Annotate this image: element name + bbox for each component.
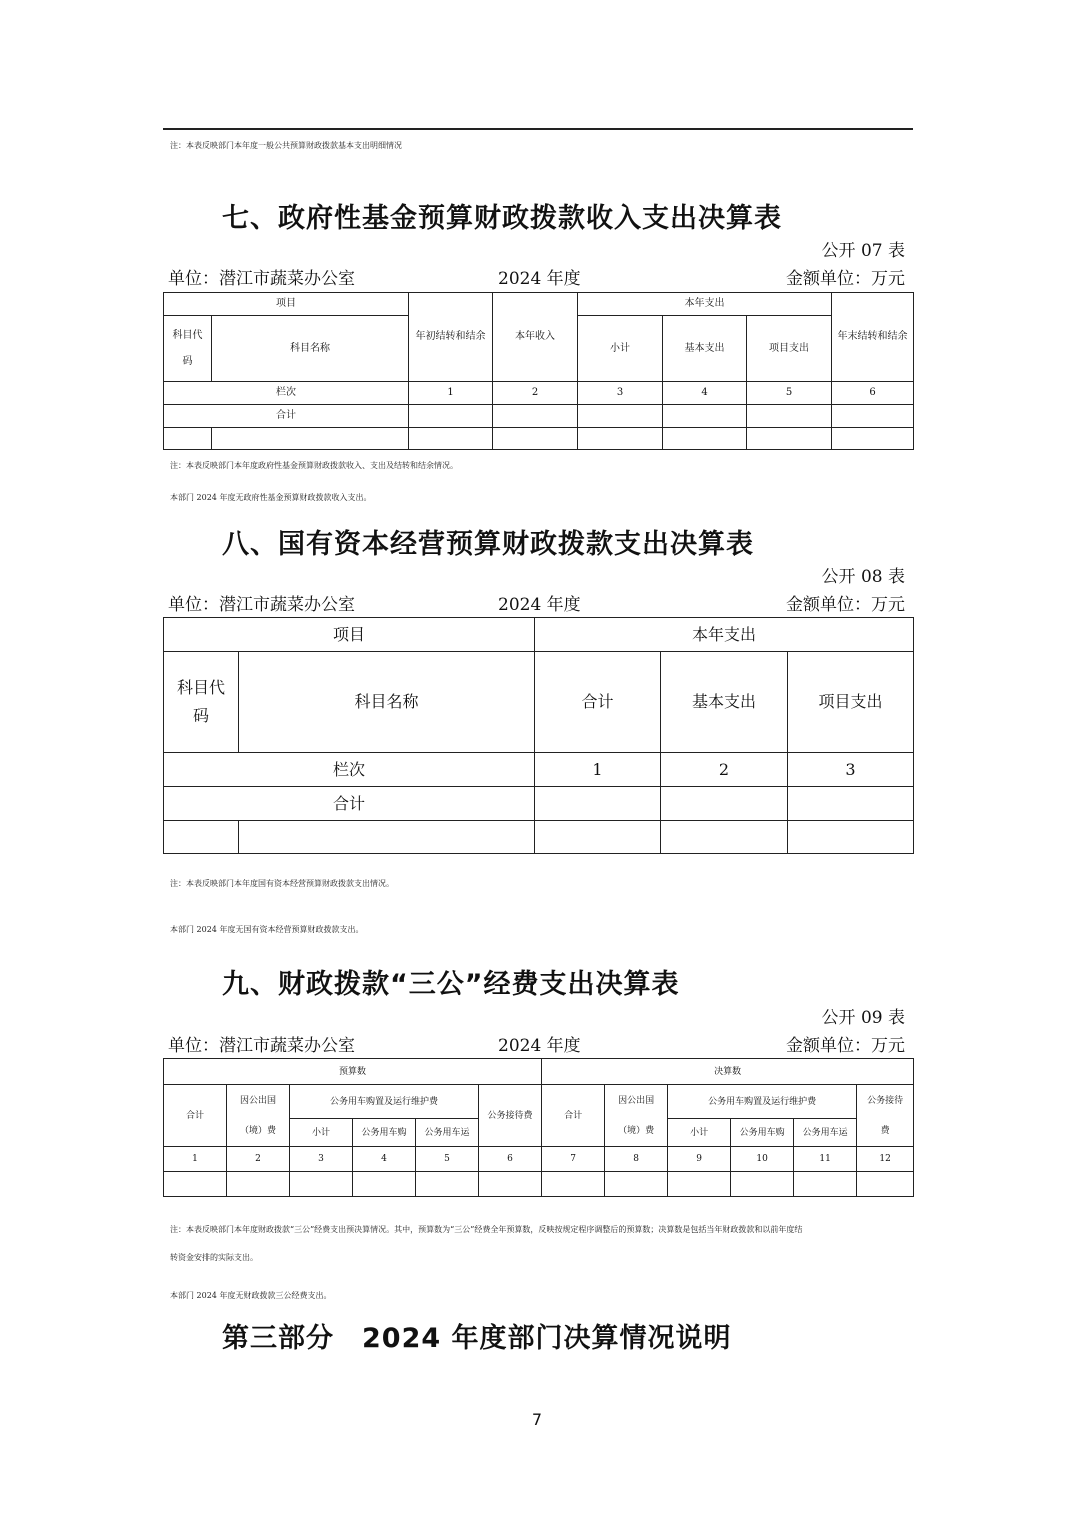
section7-pub-no: 公开 07 表 <box>821 241 905 261</box>
s7-head-item: 项目 <box>164 293 409 316</box>
s7-head-basic: 基本支出 <box>663 316 747 382</box>
table-cell <box>747 428 832 450</box>
table-cell <box>578 405 663 428</box>
s9-head-subtotal: 小计 <box>290 1119 353 1147</box>
s7-head-code: 科目代码 <box>164 316 212 382</box>
s8-head-name: 科目名称 <box>239 652 535 753</box>
s9-head-vehicle: 公务用车购置及运行维护费 <box>290 1085 479 1119</box>
table-cell <box>227 1172 290 1197</box>
s8-head-code: 科目代码 <box>164 652 239 753</box>
s9-col-num: 5 <box>416 1147 479 1172</box>
s8-head-item: 项目 <box>164 618 535 652</box>
table-cell <box>663 428 747 450</box>
table-cell <box>212 428 409 450</box>
s9-head-final: 决算数 <box>542 1059 914 1085</box>
s7-col-num: 4 <box>663 382 747 405</box>
table-cell <box>493 405 578 428</box>
section8-unit: 单位：潜江市蔬菜办公室 <box>168 595 355 615</box>
section9-note-line2: 转资金安排的实际支出。 <box>170 1253 258 1262</box>
top-rule <box>163 128 913 130</box>
s9-col-num: 1 <box>164 1147 227 1172</box>
s9-head-subtotal: 小计 <box>668 1119 731 1147</box>
table-cell <box>857 1172 914 1197</box>
table-cell <box>535 821 661 854</box>
s9-col-num: 12 <box>857 1147 914 1172</box>
section7-note: 注：本表反映部门本年度政府性基金预算财政拨款收入、支出及结转和结余情况。 <box>170 461 458 470</box>
s7-col-num: 5 <box>747 382 832 405</box>
table-cell <box>663 405 747 428</box>
table-cell <box>409 405 493 428</box>
table-cell <box>747 405 832 428</box>
section8-title: 八、国有资本经营预算财政拨款支出决算表 <box>222 529 754 560</box>
s9-head-reception: 公务接待费 <box>479 1085 542 1147</box>
s9-head-purchase: 公务用车购 <box>731 1119 794 1147</box>
s9-head-vehicle: 公务用车购置及运行维护费 <box>668 1085 857 1119</box>
section9-statement: 本部门 2024 年度无财政拨款三公经费支出。 <box>170 1291 332 1300</box>
table-cell <box>535 787 661 821</box>
section9-year: 2024 年度 <box>498 1036 581 1056</box>
top-note: 注：本表反映部门本年度一般公共预算财政拨款基本支出明细情况 <box>170 141 402 150</box>
table-cell <box>409 428 493 450</box>
table-cell <box>290 1172 353 1197</box>
section7-table <box>163 292 914 450</box>
section8-statement: 本部门 2024 年度无国有资本经营预算财政拨款支出。 <box>170 925 364 934</box>
table-cell <box>788 821 914 854</box>
s9-col-num: 8 <box>605 1147 668 1172</box>
s9-col-num: 9 <box>668 1147 731 1172</box>
table-cell <box>164 1172 227 1197</box>
s9-col-num: 10 <box>731 1147 794 1172</box>
section7-meta <box>168 264 905 288</box>
section8-note: 注：本表反映部门本年度国有资本经营预算财政拨款支出情况。 <box>170 879 394 888</box>
s7-col-num: 3 <box>578 382 663 405</box>
s8-head-total: 合计 <box>535 652 661 753</box>
table-cell <box>479 1172 542 1197</box>
section9-unit: 单位：潜江市蔬菜办公室 <box>168 1036 355 1056</box>
s7-head-income: 本年收入 <box>493 293 578 382</box>
section8-pub-no: 公开 08 表 <box>821 567 905 587</box>
section9-title: 九、财政拨款“三公”经费支出决算表 <box>222 969 680 1000</box>
s8-col-num: 2 <box>661 753 788 787</box>
s8-row-total: 合计 <box>164 787 535 821</box>
s8-head-expense: 本年支出 <box>535 618 914 652</box>
s8-col-num: 3 <box>788 753 914 787</box>
table-cell <box>794 1172 857 1197</box>
s7-head-subtotal: 小计 <box>578 316 663 382</box>
s7-head-expense: 本年支出 <box>578 293 832 316</box>
s7-head-name: 科目名称 <box>212 316 409 382</box>
part3-title: 第三部分 2024 年度部门决算情况说明 <box>222 1323 732 1354</box>
s9-head-operation: 公务用车运 <box>416 1119 479 1147</box>
section7-money-unit: 金额单位：万元 <box>786 269 905 289</box>
section7-statement: 本部门 2024 年度无政府性基金预算财政拨款收入支出。 <box>170 493 372 502</box>
s9-head-total: 合计 <box>542 1085 605 1147</box>
s9-head-total: 合计 <box>164 1085 227 1147</box>
table-cell <box>788 787 914 821</box>
section7-unit: 单位：潜江市蔬菜办公室 <box>168 269 355 289</box>
s7-head-project: 项目支出 <box>747 316 832 382</box>
table-cell <box>832 405 914 428</box>
s7-head-begin: 年初结转和结余 <box>409 293 493 382</box>
section8-table <box>163 617 914 854</box>
s9-col-num: 4 <box>353 1147 416 1172</box>
section9-note-line1: 注：本表反映部门本年度财政拨款“三公”经费支出预决算情况。其中，预算数为“三公”经费全年预算数，反映按规定程序调整后的预算数；决算数是包括当年财政拨款和以前年度结 <box>170 1225 803 1234</box>
s8-head-project: 项目支出 <box>788 652 914 753</box>
s7-col-num: 6 <box>832 382 914 405</box>
s7-col-num: 1 <box>409 382 493 405</box>
table-cell <box>661 787 788 821</box>
section9-meta <box>168 1031 905 1055</box>
s9-col-num: 7 <box>542 1147 605 1172</box>
section8-meta <box>168 590 905 614</box>
section7-title: 七、政府性基金预算财政拨款收入支出决算表 <box>222 203 782 234</box>
s8-head-basic: 基本支出 <box>661 652 788 753</box>
s9-head-reception: 公务接待费 <box>857 1085 914 1147</box>
s9-col-num: 3 <box>290 1147 353 1172</box>
table-cell <box>832 428 914 450</box>
s9-head-purchase: 公务用车购 <box>353 1119 416 1147</box>
section8-money-unit: 金额单位：万元 <box>786 595 905 615</box>
table-cell <box>416 1172 479 1197</box>
table-cell <box>493 428 578 450</box>
section9-money-unit: 金额单位：万元 <box>786 1036 905 1056</box>
s9-col-num: 2 <box>227 1147 290 1172</box>
s9-head-operation: 公务用车运 <box>794 1119 857 1147</box>
s7-col-num: 2 <box>493 382 578 405</box>
s7-row-total: 合计 <box>164 405 409 428</box>
section9-table <box>163 1058 914 1197</box>
table-cell <box>578 428 663 450</box>
s9-head-budget: 预算数 <box>164 1059 542 1085</box>
s8-row-col: 栏次 <box>164 753 535 787</box>
table-cell <box>605 1172 668 1197</box>
s8-col-num: 1 <box>535 753 661 787</box>
table-cell <box>731 1172 794 1197</box>
page-number: 7 <box>531 1410 543 1429</box>
table-cell <box>164 821 239 854</box>
table-cell <box>239 821 535 854</box>
section7-year: 2024 年度 <box>498 269 581 289</box>
section9-pub-no: 公开 09 表 <box>821 1008 905 1028</box>
s9-col-num: 11 <box>794 1147 857 1172</box>
s9-head-abroad: 因公出国（境）费 <box>605 1085 668 1147</box>
table-cell <box>353 1172 416 1197</box>
table-cell <box>542 1172 605 1197</box>
s9-head-abroad: 因公出国（境）费 <box>227 1085 290 1147</box>
s7-head-end: 年末结转和结余 <box>832 293 914 382</box>
section8-year: 2024 年度 <box>498 595 581 615</box>
s7-row-col: 栏次 <box>164 382 409 405</box>
s9-col-num: 6 <box>479 1147 542 1172</box>
table-cell <box>668 1172 731 1197</box>
table-cell <box>661 821 788 854</box>
table-cell <box>164 428 212 450</box>
